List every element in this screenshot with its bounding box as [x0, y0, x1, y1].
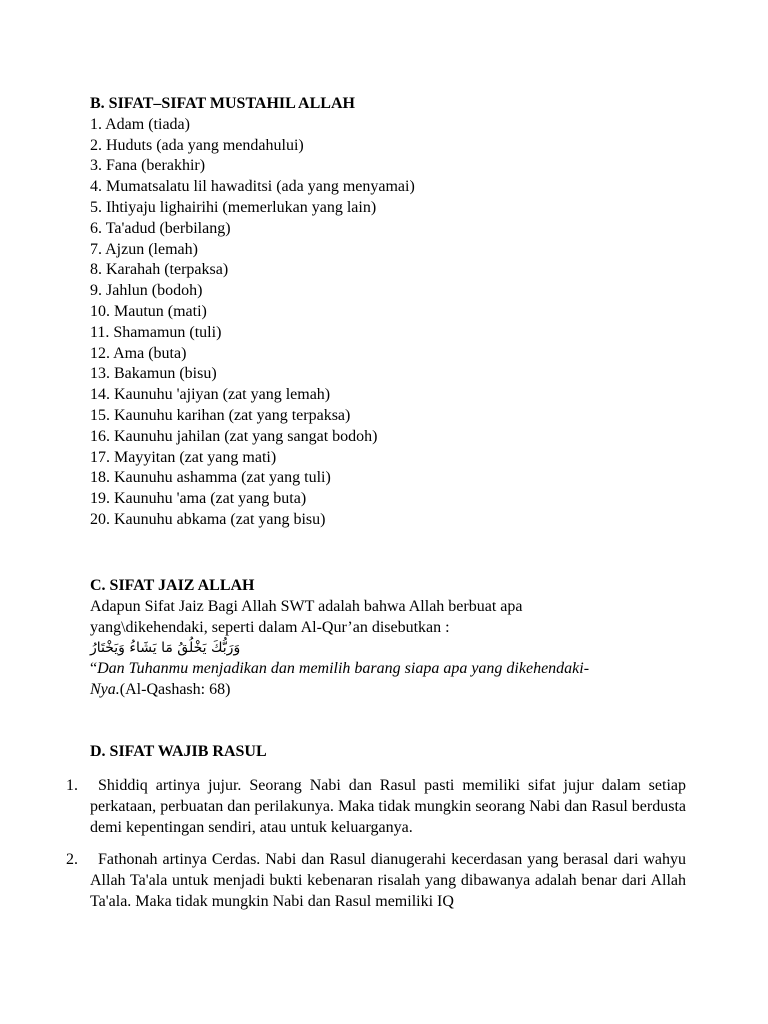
list-item: 4. Mumatsalatu lil hawaditsi (ada yang menyamai) — [90, 178, 415, 196]
mustahil-list — [90, 115, 690, 531]
item-number: 1. — [66, 777, 78, 794]
paragraph-line: Adapun Sifat Jaiz Bagi Allah SWT adalah bahwa Allah berbuat apa — [90, 597, 523, 615]
list-item: 7. Ajzun (lemah) — [90, 240, 198, 258]
list-item: 17. Mayyitan (zat yang mati) — [90, 448, 277, 466]
quote-mark: “ — [90, 660, 98, 678]
paragraph-line: yang\dikehendaki, seperti dalam Al-Qur’an disebutkan : — [90, 618, 450, 636]
list-item: 3. Fana (berakhir) — [90, 157, 206, 175]
wajib-rasul-list — [66, 776, 686, 925]
list-item: 10. Mautun (mati) — [90, 302, 207, 320]
item-number: 2. — [66, 851, 78, 869]
list-item: 2. Huduts (ada yang mendahului) — [90, 136, 304, 154]
list-item: 11. Shamamun (tuli) — [90, 323, 222, 341]
list-item: 18. Kaunuhu ashamma (zat yang tuli) — [90, 469, 331, 487]
section-b-mustahil — [90, 94, 690, 531]
list-item: 8. Karahah (terpaksa) — [90, 261, 229, 279]
list-item: 16. Kaunuhu jahilan (zat yang sangat bodoh) — [90, 427, 378, 445]
item-text: Shiddiq artinya jujur. Seorang Nabi dan Rasul pasti memiliki sifat jujur dalam setiap perkataan, perbuatan dan perilakunya. Maka tidak mungkin seorang Nabi dan Rasul berdusta demi kepentingan sendiri, atau untuk keluarganya. — [90, 777, 686, 836]
list-item: 6. Ta'adud (berbilang) — [90, 219, 231, 237]
section-d-heading-block — [90, 742, 690, 763]
section-c-jaiz — [90, 576, 690, 701]
translation-text: Dan Tuhanmu menjadikan dan memilih barang siapa apa yang dikehendaki- — [97, 660, 590, 678]
list-item: 20. Kaunuhu abkama (zat yang bisu) — [90, 510, 326, 528]
verse-translation-line-1 — [90, 659, 690, 680]
section-b-heading: B. SIFAT–SIFAT MUSTAHIL ALLAH — [90, 95, 355, 112]
list-item: 14. Kaunuhu 'ajiyan (zat yang lemah) — [90, 386, 331, 404]
section-d-heading: D. SIFAT WAJIB RASUL — [90, 743, 267, 760]
item-text: Fathonah artinya Cerdas. Nabi dan Rasul dianugerahi kecerdasan yang berasal dari wahyu Allah Ta'ala untuk menjadi bukti kebenaran risalah yang dibawanya adalah benar dari Allah Ta'ala. Maka tidak mungkin Nabi dan Rasul memiliki IQ — [90, 851, 686, 910]
list-item: 1. Adam (tiada) — [90, 115, 190, 133]
list-item: 12. Ama (buta) — [90, 344, 187, 362]
list-item: 19. Kaunuhu 'ama (zat yang buta) — [90, 490, 307, 508]
arabic-verse: وَرَبُّكَ يَخْلُقُ مَا يَشَاءُ وَيَخْتَارُ — [90, 640, 241, 657]
list-item — [66, 776, 686, 838]
verse-translation-line-2 — [90, 680, 690, 701]
list-item: 5. Ihtiyaju lighairihi (memerlukan yang lain) — [90, 198, 377, 216]
translation-text: Nya. — [90, 680, 120, 698]
list-item — [66, 850, 686, 912]
list-item: 15. Kaunuhu karihan (zat yang terpaksa) — [90, 406, 351, 424]
list-item: 9. Jahlun (bodoh) — [90, 282, 203, 300]
section-c-heading: C. SIFAT JAIZ ALLAH — [90, 577, 255, 594]
list-item: 13. Bakamun (bisu) — [90, 365, 217, 383]
verse-reference: (Al-Qashash: 68) — [119, 680, 231, 698]
